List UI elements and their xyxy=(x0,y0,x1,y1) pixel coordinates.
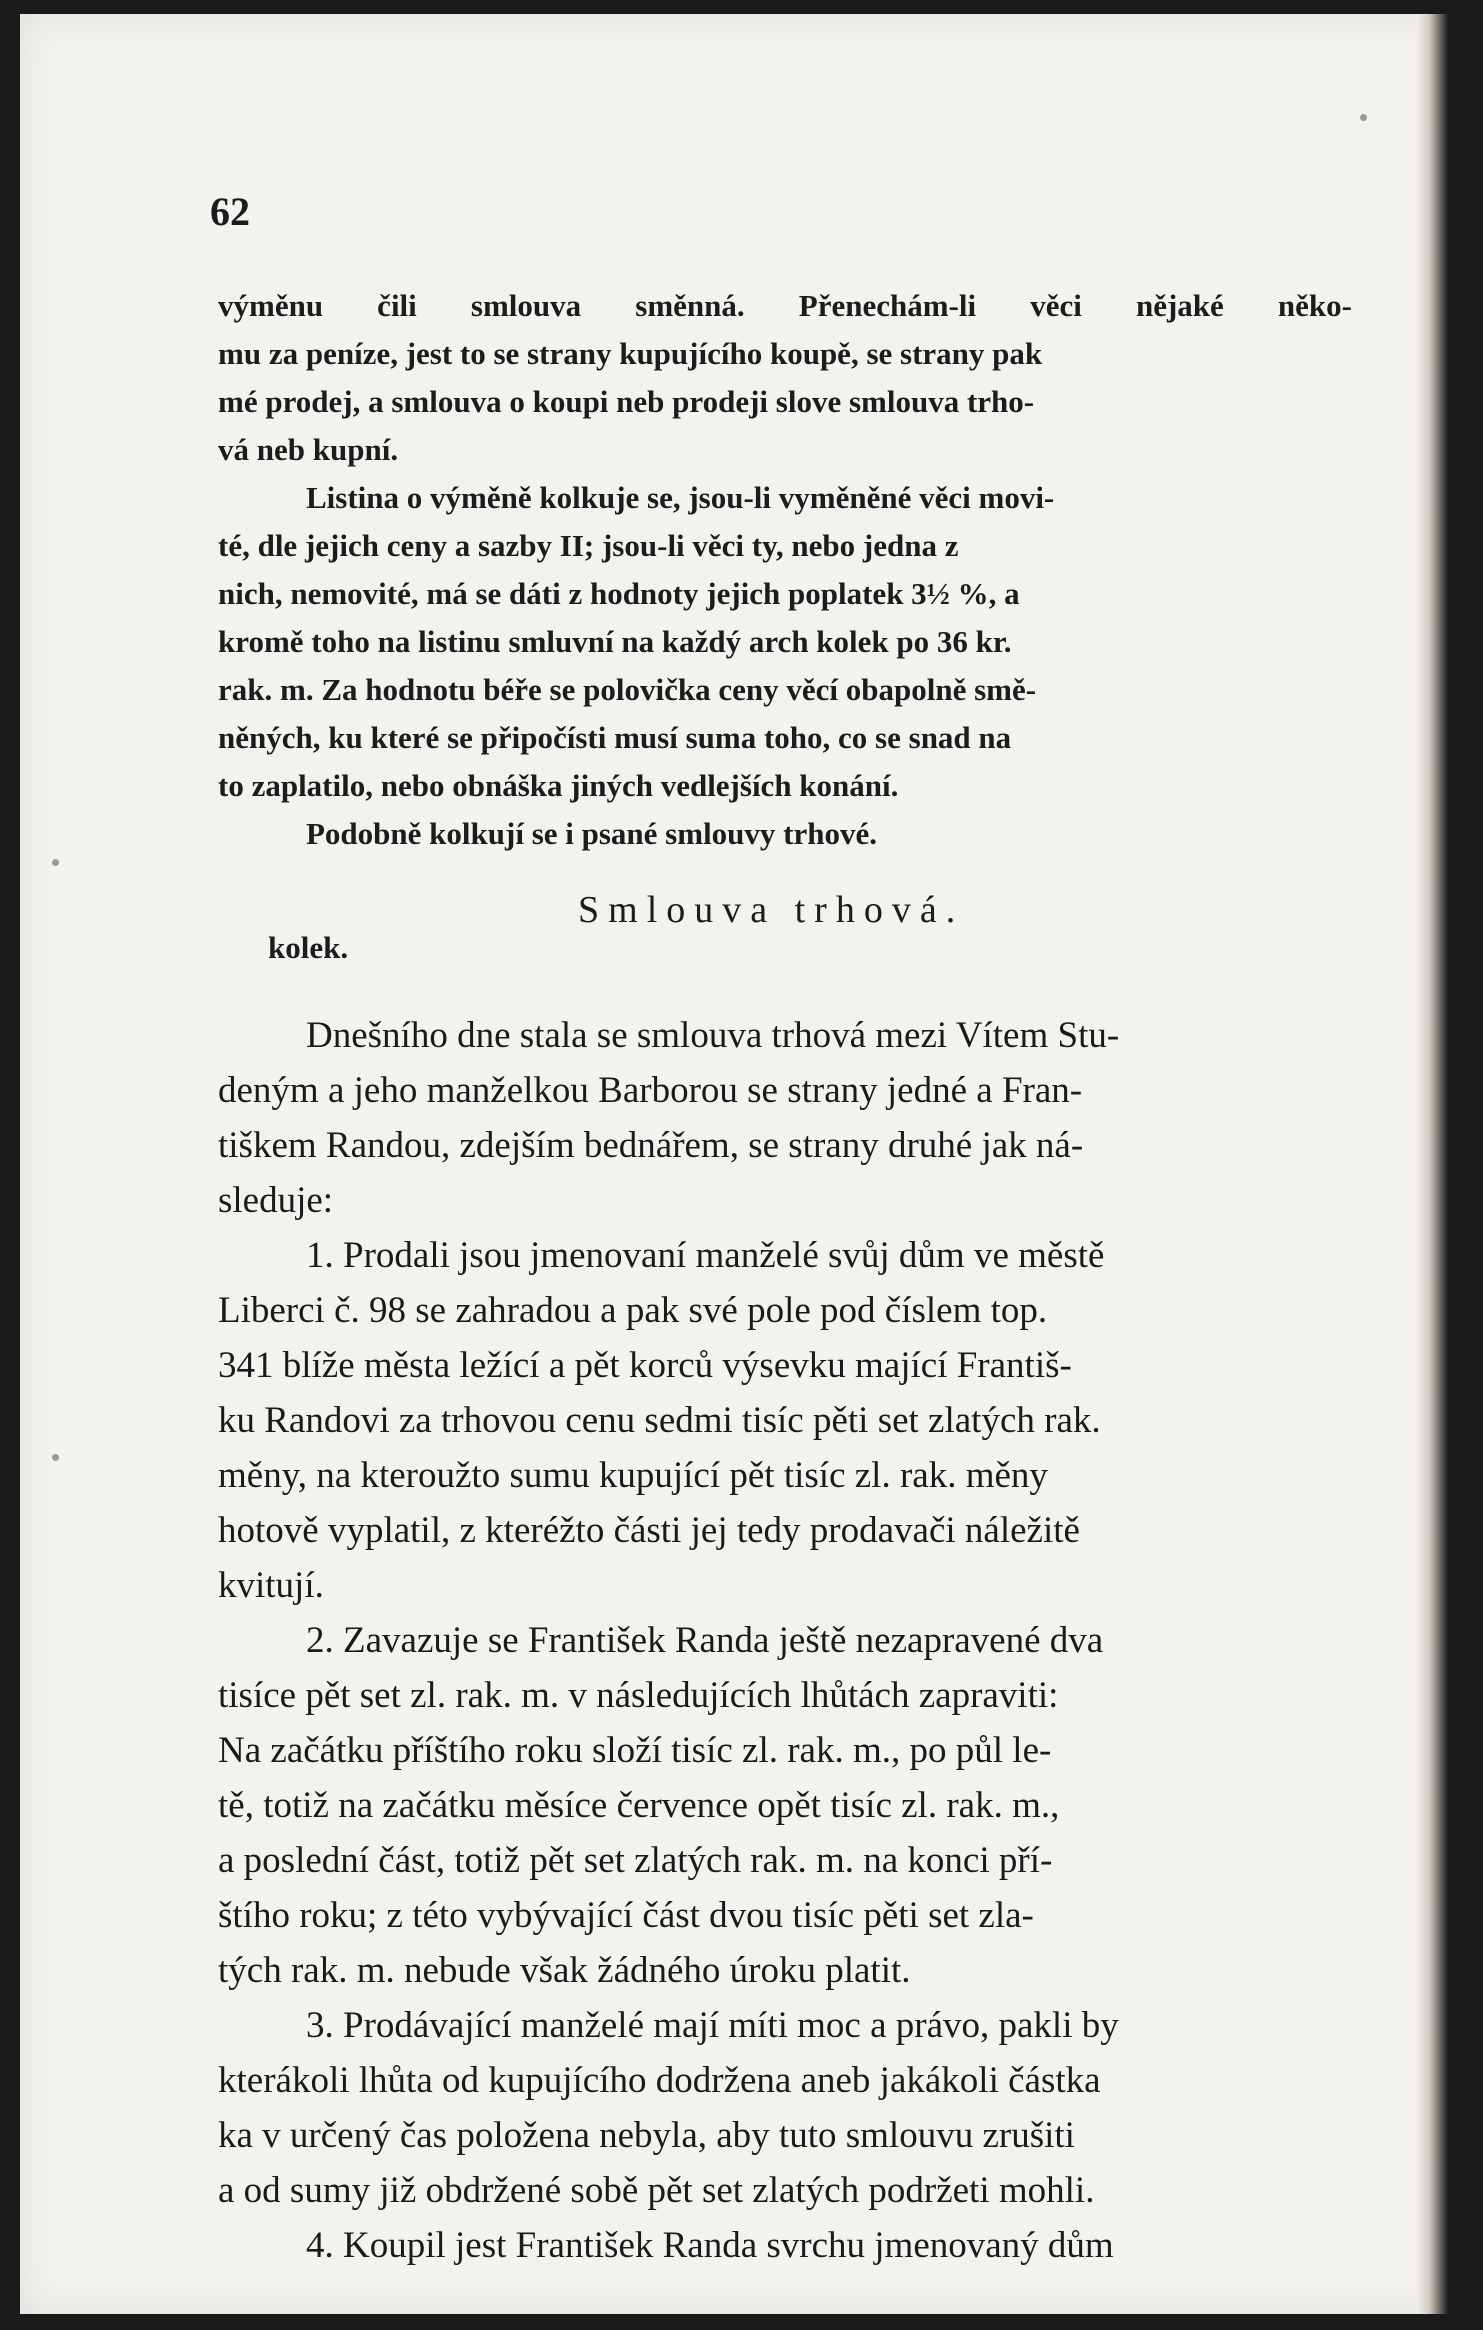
stamp-duty-paragraph xyxy=(218,474,1352,810)
intro-paragraph xyxy=(218,282,1352,474)
text-line: ka v určený čas položena nebyla, aby tuto smlouvu zrušiti xyxy=(218,2115,1075,2156)
text-line: Na začátku příštího roku složí tisíc zl. rak. m., po půl le- xyxy=(218,1730,1052,1771)
text-line: Dnešního dne stala se smlouva trhová mezi Vítem Stu- xyxy=(306,1015,1120,1056)
book-page xyxy=(20,14,1450,2314)
text-line: tých rak. m. nebude však žádného úroku platit. xyxy=(218,1950,911,1991)
page-number: 62 xyxy=(210,189,250,234)
text-line: rak. m. Za hodnotu béře se polovička ceny věcí obapolně smě- xyxy=(218,672,1037,707)
similar-line-paragraph xyxy=(218,810,1352,858)
contract-point-4 xyxy=(218,2218,1352,2273)
speck xyxy=(52,1454,59,1461)
text-line: 2. Zavazuje se František Randa ještě nezapravené dva xyxy=(306,1620,1104,1661)
contract-point-2 xyxy=(218,1613,1352,1998)
text-line: ku Randovi za trhovou cenu sedmi tisíc pěti set zlatých rak. xyxy=(218,1400,1101,1441)
text-line: výměnu čili smlouva směnná. Přenechám-li věci nějaké něko- xyxy=(218,288,1352,323)
text-line: 4. Koupil jest František Randa svrchu jmenovaný dům xyxy=(306,2225,1114,2266)
page-spine-shadow xyxy=(1416,14,1450,2314)
stamp-label: kolek. xyxy=(268,930,349,965)
heading-row xyxy=(218,888,1352,1008)
text-line: 1. Prodali jsou jmenovaní manželé svůj dům ve městě xyxy=(306,1235,1105,1276)
text-line: tě, totiž na začátku měsíce července opět tisíc zl. rak. m., xyxy=(218,1785,1060,1826)
speck xyxy=(52,859,59,866)
text-line: Podobně kolkují se i psané smlouvy trhové. xyxy=(306,816,878,851)
text-line: a poslední část, totiž pět set zlatých rak. m. na konci pří- xyxy=(218,1840,1053,1881)
contract-point-1 xyxy=(218,1228,1352,1613)
contract-heading: Smlouva trhová. xyxy=(578,889,965,931)
text-line: něných, ku které se připočísti musí suma toho, co se snad na xyxy=(218,720,1012,755)
text-line: mu za peníze, jest to se strany kupujícího koupě, se strany pak xyxy=(218,336,1043,371)
text-line: tiškem Randou, zdejším bednářem, se strany druhé jak ná- xyxy=(218,1125,1084,1166)
speck xyxy=(1360,114,1367,121)
text-line: měny, na kteroužto sumu kupující pět tisíc zl. rak. měny xyxy=(218,1455,1048,1496)
text-line: tisíce pět set zl. rak. m. v následujících lhůtách zapraviti: xyxy=(218,1675,1059,1716)
text-line: sleduje: xyxy=(218,1180,334,1221)
text-line: kterákoli lhůta od kupujícího dodržena aneb jakákoli částka xyxy=(218,2060,1101,2101)
text-line: 341 blíže města ležící a pět korců výsevku mající Františ- xyxy=(218,1345,1072,1386)
text-line: a od sumy již obdržené sobě pět set zlatých podržeti mohli. xyxy=(218,2170,1095,2211)
contract-opening xyxy=(218,1008,1352,1228)
text-line: kromě toho na listinu smluvní na každý arch kolek po 36 kr. xyxy=(218,624,1012,659)
contract-point-3 xyxy=(218,1998,1352,2218)
text-line: té, dle jejich ceny a sazby II; jsou-li věci ty, nebo jedna z xyxy=(218,528,959,563)
text-line: kvitují. xyxy=(218,1565,324,1606)
text-line: deným a jeho manželkou Barborou se strany jedné a Fran- xyxy=(218,1070,1083,1111)
text-line: mé prodej, a smlouva o koupi neb prodeji slove smlouva trho- xyxy=(218,384,1035,419)
text-line: Listina o výměně kolkuje se, jsou-li vyměněné věci movi- xyxy=(306,480,1055,515)
text-line: nich, nemovité, má se dáti z hodnoty jejich poplatek 3½ %, a xyxy=(218,576,1020,611)
text-line: 3. Prodávající manželé mají míti moc a právo, pakli by xyxy=(306,2005,1119,2046)
text-line: to zaplatilo, nebo obnáška jiných vedlejších konání. xyxy=(218,768,899,803)
text-line: Liberci č. 98 se zahradou a pak své pole pod číslem top. xyxy=(218,1290,1048,1331)
page-text xyxy=(218,282,1352,2273)
text-line: vá neb kupní. xyxy=(218,432,399,467)
text-line: štího roku; z této vybývající část dvou tisíc pěti set zla- xyxy=(218,1895,1034,1936)
text-line: hotově vyplatil, z kteréžto části jej tedy prodavači náležitě xyxy=(218,1510,1080,1551)
